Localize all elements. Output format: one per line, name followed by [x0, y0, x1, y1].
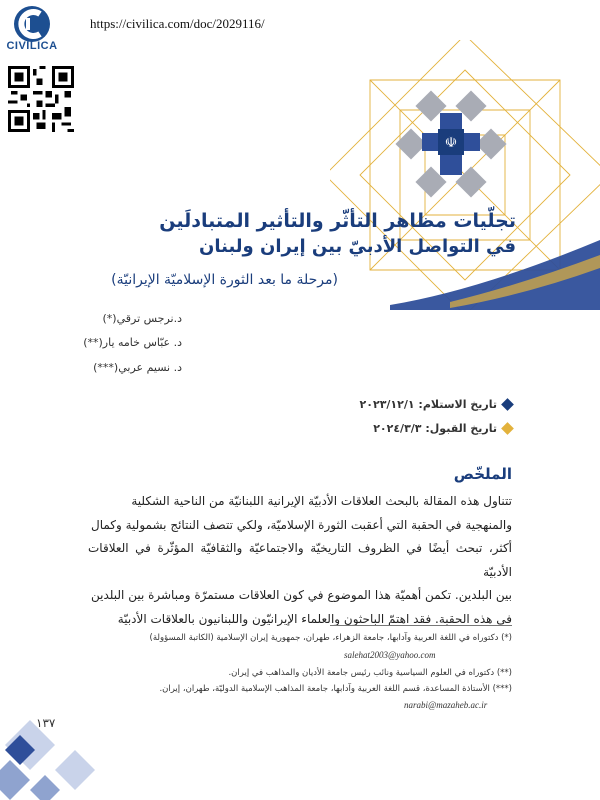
author-3: د. نسيم عربي(***)	[93, 361, 182, 374]
abstract-heading: الملخّص	[453, 465, 512, 483]
abstract-line: والمنهجية في الحقبة التي أعقبت الثورة الإسلاميّة، ولكي تتصف النتائج بشمولية وكمال	[90, 517, 512, 532]
abstract-line: في هذه الحقبة. فقد اهتمّ الباحثون والعلماء الإيرانيّون واللبنانيون بالعلاقات الأدبيّة	[117, 611, 512, 626]
article-title-line1: تجلّيات مظاهر التأثّر والتأثير المتبادلَين	[159, 210, 516, 232]
abstract-line: بين البلدين. تكمن أهميّة هذا الموضوع في كون العلاقات مستمرّة ومباشرة بين البلدين	[91, 588, 512, 602]
footnote-3-email[interactable]: narabi@mazaheb.ac.ir	[404, 700, 488, 710]
author-1: د.نرجس ترقي(*)	[102, 312, 182, 325]
footnote-divider	[330, 625, 512, 626]
footnote-1-email[interactable]: salehat2003@yahoo.com	[344, 650, 436, 660]
abstract-line: تتناول هذه المقالة بالبحث العلاقات الأدبيّة الإيرانية اللبنانيّة من الناحية الشكلية	[131, 494, 512, 508]
received-date: تاريخ الاستلام: ٢٠٢٣/١٢/١	[359, 398, 497, 411]
logo-text: CIVILICA	[6, 40, 58, 52]
qr-code-icon	[8, 66, 74, 132]
decorative-pattern	[330, 40, 600, 310]
article-subtitle: (مرحلة ما بعد الثورة الإسلاميّة الإيرانيّة)	[111, 272, 338, 288]
article-title-line2: في التواصل الأدبيّ بين إيران ولبنان	[198, 236, 516, 257]
diamond-bullet-icon	[501, 422, 514, 435]
diamond-bullet-icon	[501, 398, 514, 411]
accepted-date-row	[373, 422, 512, 435]
footnote-1: (*) دكتوراه في اللغة العربية وآدابها، جامعة الزهراء، طهران، جمهورية إيران الإسلامية (الكاتبة المسؤولة)	[149, 633, 512, 643]
footnote-2: (**) دكتوراه في العلوم السياسية ونائب رئيس جامعة الأديان والمذاهب في إيران.	[228, 668, 512, 678]
svg-text:☫: ☫	[444, 135, 458, 151]
corner-ornament	[0, 690, 110, 800]
source-url[interactable]: https://civilica.com/doc/2029116/	[90, 16, 265, 31]
author-2: د. عبّاس خامه يار(**)	[83, 336, 182, 349]
page-number: ١٣٧	[36, 716, 56, 730]
abstract-body	[88, 490, 512, 631]
abstract-line: أكثر، تبحث أيضًا في الظروف التاريخيّة والاجتماعيّة والثقافيّة المؤثّرة في العلاقات الأدبيّة	[88, 541, 512, 579]
accepted-date: تاريخ القبول: ٢٠٢٤/٣/٣	[373, 422, 497, 435]
footnote-3: (***) الأستاذة المساعدة، قسم اللغة العربية وآدابها، جامعة المذاهب الإسلامية الدوليّة، طهران، إيران.	[159, 684, 512, 694]
received-date-row	[360, 398, 512, 411]
